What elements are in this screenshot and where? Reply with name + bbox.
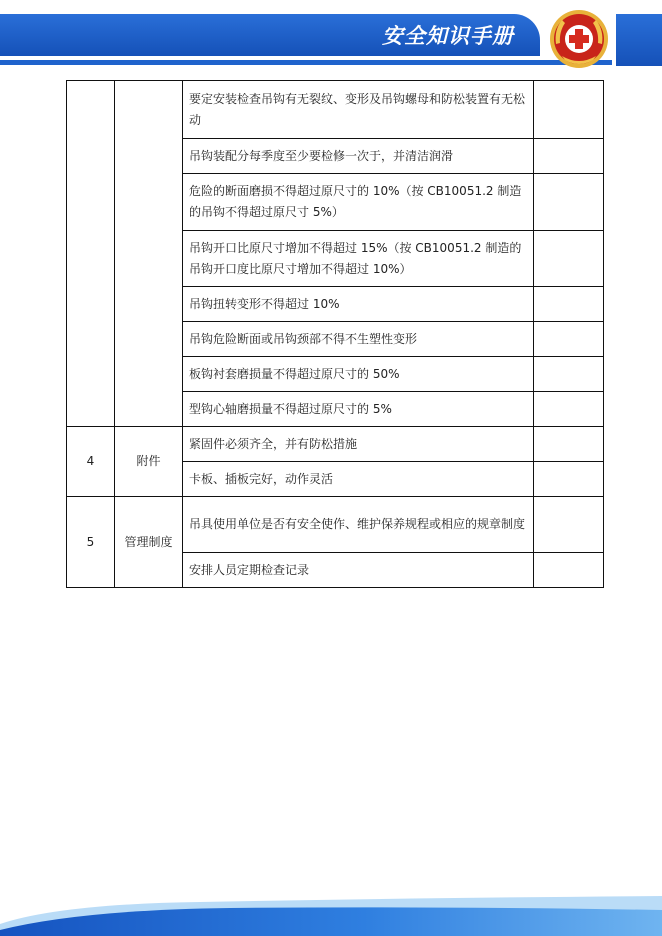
check-item: 板钩衬套磨损量不得超过原尺寸的 50% xyxy=(183,357,534,392)
result-cell[interactable] xyxy=(534,139,604,174)
table-row xyxy=(67,497,604,553)
table-row xyxy=(67,81,604,139)
result-cell[interactable] xyxy=(534,322,604,357)
check-item: 吊具使用单位是否有安全使作、维护保养规程或相应的规章制度 xyxy=(183,497,534,553)
result-cell[interactable] xyxy=(534,174,604,231)
item-number-cell: 4 xyxy=(67,427,115,497)
footer-wave xyxy=(0,876,662,936)
header-corner-block xyxy=(616,14,662,66)
page-header xyxy=(0,0,662,80)
check-item: 危险的断面磨损不得超过原尺寸的 10%（按 CB10051.2 制造的吊钩不得超过原尺寸 5%） xyxy=(183,174,534,231)
category-cell: 附件 xyxy=(115,427,183,497)
result-cell[interactable] xyxy=(534,81,604,139)
safety-cross-emblem-icon xyxy=(548,8,610,70)
result-cell[interactable] xyxy=(534,287,604,322)
check-item: 吊钩开口比原尺寸增加不得超过 15%（按 CB10051.2 制造的吊钩开口度比原尺寸增加不得超过 10%） xyxy=(183,231,534,287)
result-cell[interactable] xyxy=(534,427,604,462)
result-cell[interactable] xyxy=(534,553,604,588)
inspection-checklist-table xyxy=(66,80,604,588)
result-cell[interactable] xyxy=(534,497,604,553)
category-cell: 管理制度 xyxy=(115,497,183,588)
result-cell[interactable] xyxy=(534,462,604,497)
item-number-cell: 5 xyxy=(67,497,115,588)
check-item: 型钩心轴磨损量不得超过原尺寸的 5% xyxy=(183,392,534,427)
result-cell[interactable] xyxy=(534,357,604,392)
category-cell xyxy=(115,81,183,427)
check-item: 吊钩危险断面或吊钩颈部不得不生塑性变形 xyxy=(183,322,534,357)
item-number-cell xyxy=(67,81,115,427)
result-cell[interactable] xyxy=(534,231,604,287)
check-item: 安排人员定期检查记录 xyxy=(183,553,534,588)
header-rule xyxy=(0,60,612,65)
check-item: 卡板、插板完好，动作灵活 xyxy=(183,462,534,497)
header-title: 安全知识手册 xyxy=(382,24,514,48)
table-row xyxy=(67,427,604,462)
check-item: 要定安装检查吊钩有无裂纹、变形及吊钩螺母和防松装置有无松动 xyxy=(183,81,534,139)
check-item: 吊钩装配分每季度至少要检修一次于，并清洁润滑 xyxy=(183,139,534,174)
check-item: 紧固件必须齐全，并有防松措施 xyxy=(183,427,534,462)
check-item: 吊钩扭转变形不得超过 10% xyxy=(183,287,534,322)
result-cell[interactable] xyxy=(534,392,604,427)
